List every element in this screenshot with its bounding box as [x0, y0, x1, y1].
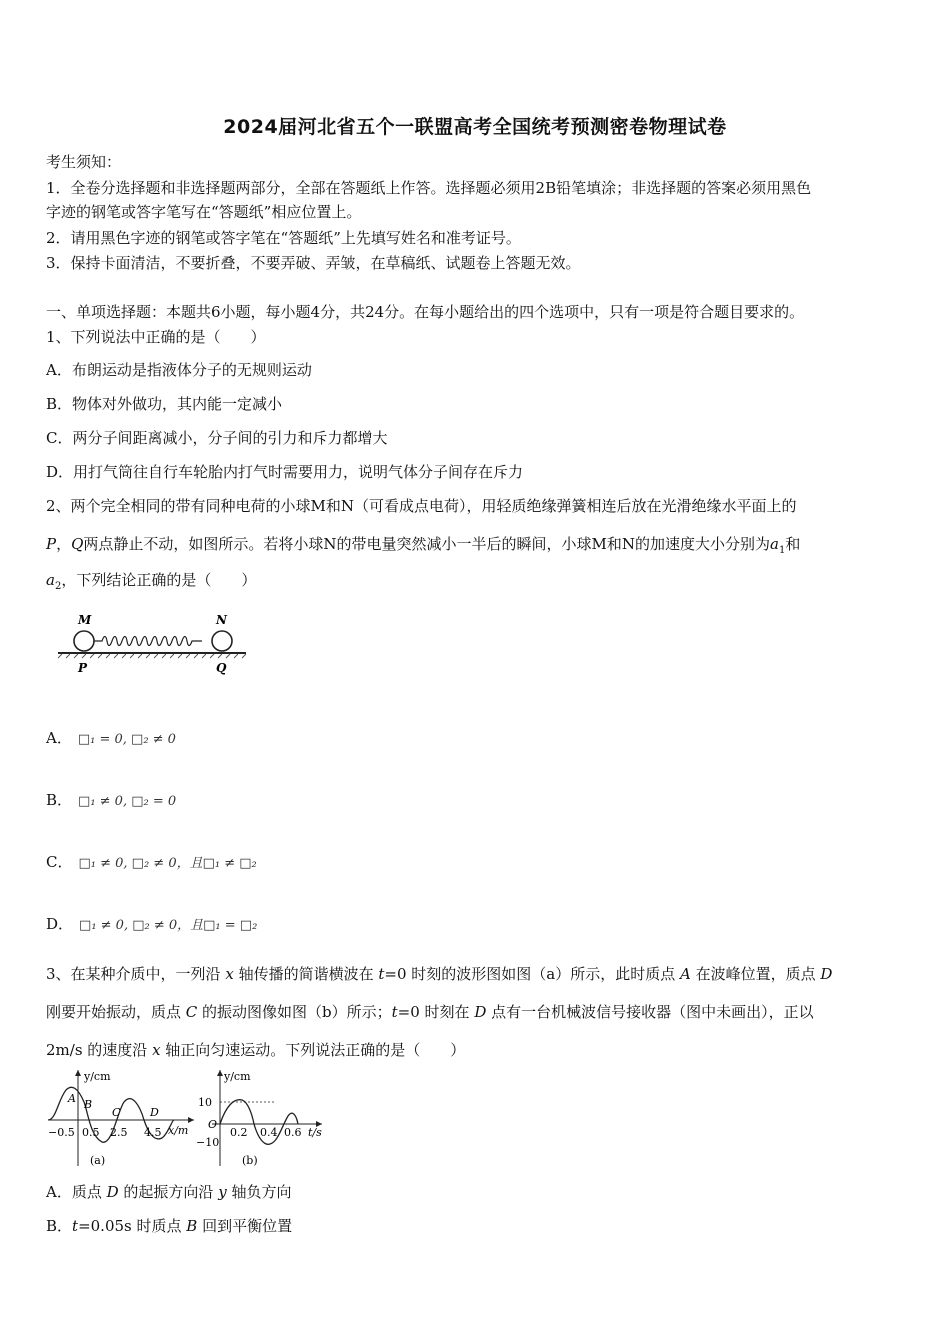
question-2-stem-line2 [46, 534, 800, 561]
point-c-label: C [112, 1106, 121, 1119]
text: 和 [785, 535, 801, 553]
option-math: □₁ = 0, □₂ ≠ 0 [77, 732, 176, 747]
notice-heading: 考生须知： [46, 153, 122, 171]
q1-option-d: D．用打气筒往自行车轮胎内打气时需要用力，说明气体分子间存在斥力 [46, 463, 524, 481]
q2-option-a [46, 728, 176, 750]
option-letter: B． [46, 791, 73, 809]
option-letter: C． [46, 853, 73, 871]
text: 回到平衡位置 [197, 1217, 293, 1235]
text: 点有一台机械波信号接收器（图中未画出），正以 [486, 1003, 814, 1021]
y-tick-label: 10 [198, 1096, 212, 1109]
label-p: P [78, 661, 88, 675]
wave-figure-a [44, 1066, 204, 1172]
text-var: t [378, 965, 385, 983]
option-math: □₁ ≠ 0, □₂ ≠ 0 [79, 918, 178, 933]
text-var: y [218, 1183, 227, 1201]
figure-caption: (b) [242, 1154, 258, 1167]
tick-label: 4.5 [144, 1126, 162, 1139]
label-q: Q [216, 661, 227, 675]
notice-item: 3．保持卡面清洁，不要折叠，不要弄破、弄皱，在草稿纸、试题卷上答题无效。 [46, 254, 581, 272]
text-var: x [152, 1041, 161, 1059]
text: 2m/s 的速度沿 [46, 1041, 153, 1059]
text: =0 时刻在 [397, 1003, 475, 1021]
question-2-stem-line3 [46, 570, 256, 597]
text-var: t [391, 1003, 398, 1021]
section-heading: 一、单项选择题：本题共6小题，每小题4分，共24分。在每小题给出的四个选项中，只有一项是符合题目要求的。 [46, 303, 805, 321]
question-1-stem: 1、下列说法中正确的是（ ） [46, 328, 266, 346]
text-var: a [770, 535, 779, 553]
question-3-stem-line1 [46, 964, 832, 984]
option-letter: D． [46, 915, 74, 933]
notice-item: 1．全卷分选择题和非选择题两部分，全部在答题纸上作答。选择题必须用2B铅笔填涂；非选择题的答案必须用黑色 [46, 179, 812, 197]
notice-item: 字迹的钢笔或答字笔写在“答题纸”相应位置上。 [46, 203, 362, 221]
spring [94, 637, 202, 646]
x-axis-label: x/m [168, 1124, 189, 1137]
text: ，下列结论正确的是（ ） [61, 571, 257, 589]
y-axis-label: y/cm [84, 1070, 111, 1083]
text: =0 时刻的波形图如图（a）所示，此时质点 [384, 965, 680, 983]
page-title: 2024届河北省五个一联盟高考全国统考预测密卷物理试卷 [223, 116, 727, 138]
option-math: □₁ ≠ 0, □₂ = 0 [78, 794, 177, 809]
q1-option-c: C．两分子间距离减小，分子间的引力和斥力都增大 [46, 429, 388, 447]
q3-option-b [46, 1216, 292, 1236]
text: 在波峰位置，质点 [690, 965, 821, 983]
tick-label: −0.5 [48, 1126, 75, 1139]
text-var: D [820, 965, 833, 983]
text: B． [46, 1217, 73, 1235]
vibration-figure-b [196, 1066, 336, 1172]
ground-hatching [58, 654, 246, 658]
text-var: a [46, 571, 55, 589]
question-3-stem-line3 [46, 1040, 465, 1060]
y-axis-arrow [217, 1070, 223, 1076]
q1-option-b: B．物体对外做功，其内能一定减小 [46, 395, 283, 413]
option-math: □₁ ≠ 0, □₂ ≠ 0 [78, 856, 177, 871]
ball-m [74, 631, 94, 651]
subscript: 2 [54, 581, 62, 592]
tick-label: 2.5 [110, 1126, 128, 1139]
text: ， [56, 535, 72, 553]
subscript: 1 [779, 545, 786, 556]
ball-n [212, 631, 232, 651]
notice-item: 2．请用黑色字迹的钢笔或答字笔在“答题纸”上先填写姓名和准考证号。 [46, 229, 521, 247]
text: 的起振方向沿 [118, 1183, 219, 1201]
text-var: Q [71, 535, 84, 553]
text: 刚要开始振动，质点 [46, 1003, 186, 1021]
q3-option-a [46, 1182, 291, 1202]
x-axis-label: t/s [308, 1126, 322, 1139]
text-var: x [225, 965, 234, 983]
question-3-stem-line2 [46, 1002, 814, 1022]
text: =0.05s 时质点 [78, 1217, 187, 1235]
spring-figure [56, 610, 246, 676]
origin-label: O [208, 1118, 218, 1131]
text: 轴负方向 [226, 1183, 292, 1201]
text-var: P [46, 535, 57, 553]
text: 轴传播的简谐横波在 [233, 965, 379, 983]
text: 轴正向匀速运动。下列说法正确的是（ ） [160, 1041, 466, 1059]
q2-option-c [46, 852, 257, 874]
y-tick-label: −10 [196, 1136, 220, 1149]
text-var: C [185, 1003, 198, 1021]
text: A．质点 [46, 1183, 107, 1201]
label-m: M [78, 613, 92, 627]
text-var: A [679, 965, 691, 983]
tick-label: 0.6 [284, 1126, 302, 1139]
tick-label: 0.4 [260, 1126, 278, 1139]
text: 两点静止不动，如图所示。若将小球N的带电量突然减小一半后的瞬间，小球M和N的加速度大小分别为 [83, 535, 771, 553]
text: 的振动图像如图（b）所示； [197, 1003, 392, 1021]
point-a-label: A [68, 1092, 76, 1105]
option-extra: ，且□₁ ≠ □₂ [176, 856, 257, 871]
point-d-label: D [150, 1106, 159, 1119]
text-var: D [106, 1183, 119, 1201]
point-b-label: B [84, 1098, 93, 1111]
q1-option-a: A．布朗运动是指液体分子的无规则运动 [46, 361, 312, 379]
text: 3、在某种介质中，一列沿 [46, 965, 226, 983]
y-axis-arrow [75, 1070, 81, 1076]
text-var: D [474, 1003, 487, 1021]
y-axis-label: y/cm [224, 1070, 251, 1083]
option-letter: A． [46, 729, 72, 747]
q2-option-b [46, 790, 176, 812]
text-var: t [72, 1217, 79, 1235]
x-axis-arrow [188, 1117, 194, 1123]
q2-option-d [46, 914, 257, 936]
figure-caption: (a) [90, 1154, 106, 1167]
tick-label: 0.2 [230, 1126, 248, 1139]
option-extra: ，且□₁ = □₂ [177, 918, 258, 933]
label-n: N [216, 613, 227, 627]
question-2-stem-line1: 2、两个完全相同的带有同种电荷的小球M和N（可看成点电荷），用轻质绝缘弹簧相连后放在光滑绝缘水平面上的 [46, 497, 797, 515]
tick-label: 0.5 [82, 1126, 100, 1139]
text-var: B [186, 1217, 198, 1235]
